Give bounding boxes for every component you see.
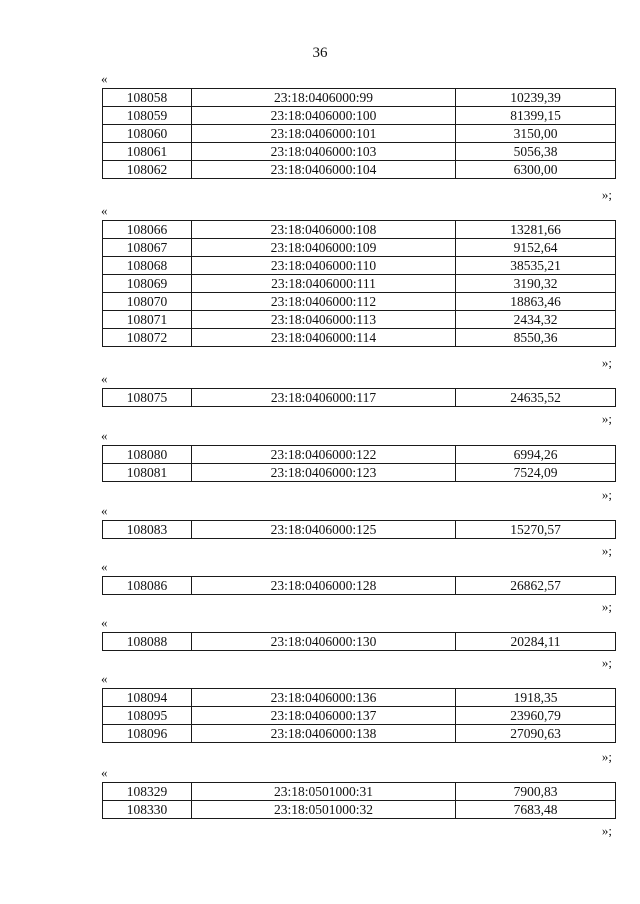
opening-quote: « [101, 71, 108, 86]
cadastral-number-cell: 23:18:0406000:99 [192, 89, 456, 107]
value-cell: 9152,64 [456, 239, 616, 257]
value-cell: 13281,66 [456, 221, 616, 239]
opening-quote: « [101, 671, 108, 686]
parcel-table [102, 88, 616, 179]
cadastral-number-cell: 23:18:0406000:103 [192, 143, 456, 161]
value-cell: 20284,11 [456, 633, 616, 651]
cadastral-number-cell: 23:18:0406000:125 [192, 521, 456, 539]
page-number: 36 [312, 45, 328, 61]
value-cell: 7683,48 [456, 801, 616, 819]
row-number-cell: 108061 [103, 143, 192, 161]
cadastral-number-cell: 23:18:0501000:32 [192, 801, 456, 819]
table-row [103, 293, 616, 311]
table-row [103, 707, 616, 725]
table-row [103, 521, 616, 539]
value-cell: 26862,57 [456, 577, 616, 595]
closing-quote: »; [601, 411, 612, 426]
row-number-cell: 108068 [103, 257, 192, 275]
row-number-cell: 108071 [103, 311, 192, 329]
cadastral-number-cell: 23:18:0406000:112 [192, 293, 456, 311]
table-row [103, 633, 616, 651]
cadastral-number-cell: 23:18:0406000:104 [192, 161, 456, 179]
cadastral-number-cell: 23:18:0406000:138 [192, 725, 456, 743]
opening-quote: « [101, 203, 108, 218]
value-cell: 27090,63 [456, 725, 616, 743]
value-cell: 7524,09 [456, 464, 616, 482]
closing-quote: »; [601, 599, 612, 614]
table-row [103, 389, 616, 407]
table-row [103, 464, 616, 482]
table-row [103, 143, 616, 161]
row-number-cell: 108066 [103, 221, 192, 239]
row-number-cell: 108088 [103, 633, 192, 651]
row-number-cell: 108067 [103, 239, 192, 257]
cadastral-number-cell: 23:18:0406000:130 [192, 633, 456, 651]
value-cell: 2434,32 [456, 311, 616, 329]
cadastral-number-cell: 23:18:0406000:108 [192, 221, 456, 239]
value-cell: 6300,00 [456, 161, 616, 179]
value-cell: 15270,57 [456, 521, 616, 539]
table-row [103, 577, 616, 595]
parcel-table [102, 220, 616, 347]
cadastral-number-cell: 23:18:0406000:101 [192, 125, 456, 143]
parcel-table [102, 688, 616, 743]
cadastral-number-cell: 23:18:0406000:110 [192, 257, 456, 275]
table-row [103, 275, 616, 293]
cadastral-number-cell: 23:18:0406000:109 [192, 239, 456, 257]
value-cell: 3150,00 [456, 125, 616, 143]
opening-quote: « [101, 428, 108, 443]
parcel-table [102, 782, 616, 819]
table-row [103, 89, 616, 107]
parcel-table [102, 388, 616, 407]
cadastral-number-cell: 23:18:0406000:117 [192, 389, 456, 407]
value-cell: 3190,32 [456, 275, 616, 293]
row-number-cell: 108062 [103, 161, 192, 179]
row-number-cell: 108059 [103, 107, 192, 125]
parcel-table [102, 576, 616, 595]
row-number-cell: 108058 [103, 89, 192, 107]
parcel-table [102, 520, 616, 539]
parcel-table [102, 632, 616, 651]
row-number-cell: 108096 [103, 725, 192, 743]
table-row [103, 801, 616, 819]
value-cell: 23960,79 [456, 707, 616, 725]
cadastral-number-cell: 23:18:0406000:100 [192, 107, 456, 125]
opening-quote: « [101, 765, 108, 780]
row-number-cell: 108329 [103, 783, 192, 801]
row-number-cell: 108072 [103, 329, 192, 347]
row-number-cell: 108060 [103, 125, 192, 143]
opening-quote: « [101, 503, 108, 518]
row-number-cell: 108330 [103, 801, 192, 819]
cadastral-number-cell: 23:18:0406000:122 [192, 446, 456, 464]
table-row [103, 239, 616, 257]
value-cell: 24635,52 [456, 389, 616, 407]
cadastral-number-cell: 23:18:0406000:137 [192, 707, 456, 725]
closing-quote: »; [601, 187, 612, 202]
value-cell: 8550,36 [456, 329, 616, 347]
value-cell: 1918,35 [456, 689, 616, 707]
table-row [103, 783, 616, 801]
value-cell: 7900,83 [456, 783, 616, 801]
cadastral-number-cell: 23:18:0406000:114 [192, 329, 456, 347]
row-number-cell: 108086 [103, 577, 192, 595]
cadastral-number-cell: 23:18:0501000:31 [192, 783, 456, 801]
opening-quote: « [101, 615, 108, 630]
opening-quote: « [101, 559, 108, 574]
closing-quote: »; [601, 543, 612, 558]
row-number-cell: 108070 [103, 293, 192, 311]
table-row [103, 257, 616, 275]
closing-quote: »; [601, 487, 612, 502]
parcel-table [102, 445, 616, 482]
value-cell: 6994,26 [456, 446, 616, 464]
cadastral-number-cell: 23:18:0406000:123 [192, 464, 456, 482]
table-row [103, 446, 616, 464]
closing-quote: »; [601, 749, 612, 764]
cadastral-number-cell: 23:18:0406000:136 [192, 689, 456, 707]
value-cell: 18863,46 [456, 293, 616, 311]
table-row [103, 689, 616, 707]
table-row [103, 107, 616, 125]
table-row [103, 725, 616, 743]
table-row [103, 125, 616, 143]
closing-quote: »; [601, 655, 612, 670]
cadastral-number-cell: 23:18:0406000:128 [192, 577, 456, 595]
row-number-cell: 108080 [103, 446, 192, 464]
table-row [103, 329, 616, 347]
value-cell: 38535,21 [456, 257, 616, 275]
row-number-cell: 108095 [103, 707, 192, 725]
closing-quote: »; [601, 355, 612, 370]
table-row [103, 221, 616, 239]
table-row [103, 161, 616, 179]
row-number-cell: 108083 [103, 521, 192, 539]
opening-quote: « [101, 371, 108, 386]
table-row [103, 311, 616, 329]
value-cell: 5056,38 [456, 143, 616, 161]
row-number-cell: 108069 [103, 275, 192, 293]
closing-quote: »; [601, 823, 612, 838]
value-cell: 81399,15 [456, 107, 616, 125]
cadastral-number-cell: 23:18:0406000:113 [192, 311, 456, 329]
row-number-cell: 108081 [103, 464, 192, 482]
row-number-cell: 108094 [103, 689, 192, 707]
cadastral-number-cell: 23:18:0406000:111 [192, 275, 456, 293]
value-cell: 10239,39 [456, 89, 616, 107]
row-number-cell: 108075 [103, 389, 192, 407]
